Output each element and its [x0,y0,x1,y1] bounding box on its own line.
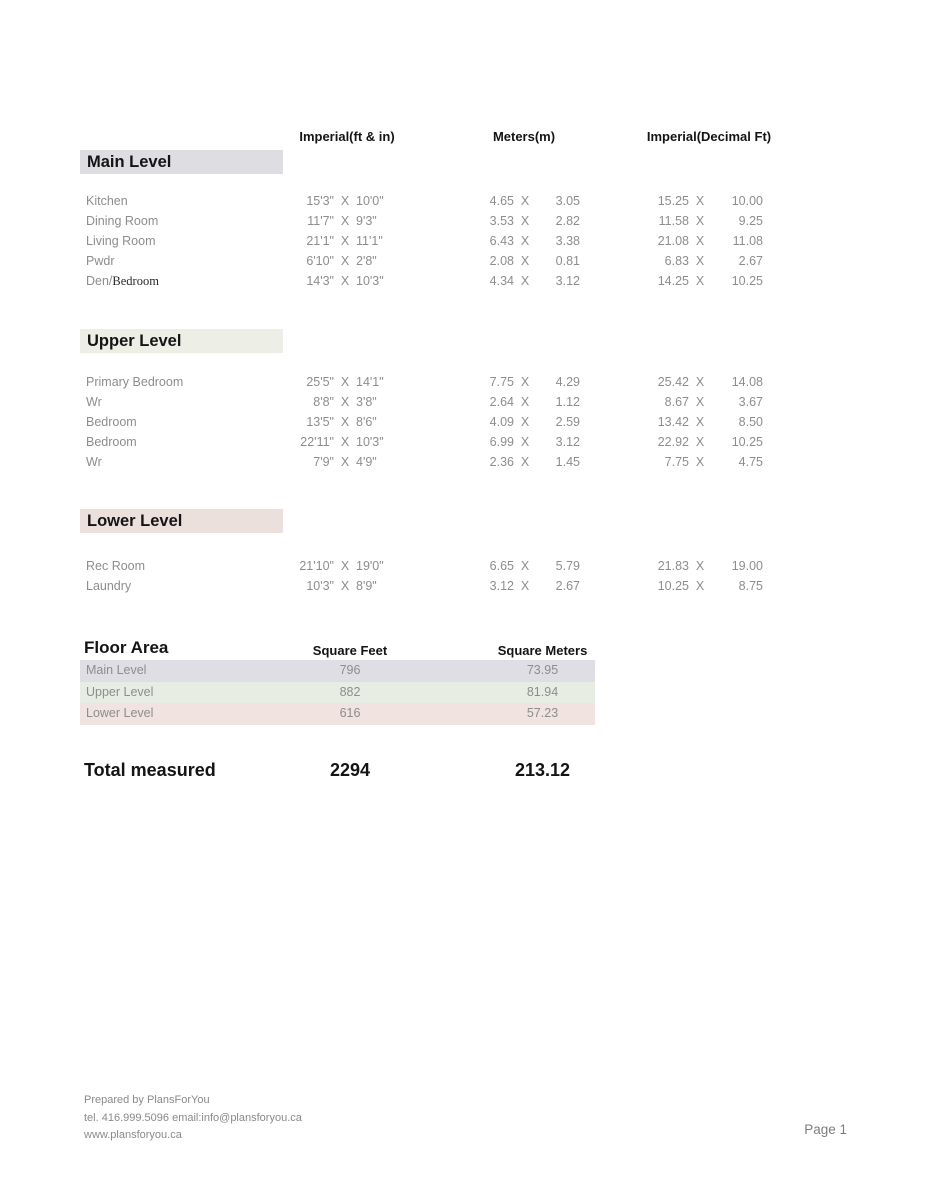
spacer [418,251,468,271]
level-name: Upper Level [86,684,154,699]
x-separator: X [695,214,705,228]
x-separator: X [695,274,705,288]
spacer [418,211,468,231]
x-separator: X [340,214,350,228]
x-separator: X [695,435,705,449]
room-name: Wr [86,395,102,409]
room-row [80,251,763,271]
x-separator: X [340,435,350,449]
spacer [418,452,468,472]
decimal-width: 21.83 [657,559,689,573]
square-feet-value: 882 [339,684,361,699]
total-square-feet: 2294 [329,760,371,780]
imperial-length: 19'0" [356,559,384,573]
meters-length: 3.38 [555,234,580,248]
decimal-length: 11.08 [732,234,763,248]
imperial-width: 15'3" [306,194,334,208]
room-name: Bedroom [86,415,137,429]
room-name: Wr [86,455,102,469]
decimal-width: 25.42 [657,375,689,389]
spacer [580,432,637,452]
page-number: Page 1 [804,1122,847,1137]
room-name: Kitchen [86,194,128,208]
level-name: Main Level [86,663,147,677]
meters-width: 6.65 [489,559,514,573]
x-separator: X [520,455,530,469]
meters-width: 4.09 [489,415,514,429]
meters-length: 5.79 [555,559,580,573]
meters-width: 4.34 [489,274,514,288]
level-name: Lower Level [86,706,154,720]
square-meters-value: 81.94 [526,684,559,699]
imperial-length: 11'1" [356,234,383,248]
decimal-length: 2.67 [738,254,763,268]
room-row [80,271,763,291]
spacer [580,452,637,472]
decimal-width: 14.25 [657,274,689,288]
column-header-decimal: Imperial(Decimal Ft) [646,129,772,144]
decimal-width: 11.58 [658,214,689,228]
decimal-length: 10.25 [731,435,763,449]
section-header-upper-level [80,329,283,353]
room-row [80,211,763,231]
spacer [418,576,468,596]
room-name: Bedroom [86,435,137,449]
x-separator: X [340,559,350,573]
x-separator: X [695,234,705,248]
spacer [418,412,468,432]
room-row [80,432,763,452]
decimal-length: 3.67 [738,395,763,409]
x-separator: X [520,375,530,389]
spacer [418,128,468,146]
x-separator: X [520,234,530,248]
imperial-length: 8'6" [356,415,377,429]
floor-area-row [80,703,595,725]
meters-width: 6.43 [489,234,514,248]
room-row [80,191,763,211]
spacer [580,128,637,146]
meters-length: 2.82 [555,214,580,228]
decimal-width: 22.92 [657,435,689,449]
lower-level-rooms [80,556,763,596]
decimal-length: 8.75 [738,579,763,593]
square-feet-value: 616 [339,706,361,720]
spacer [580,556,637,576]
x-separator: X [520,415,530,429]
meters-width: 4.65 [489,194,514,208]
room-name: Primary Bedroom [86,375,184,389]
meters-length: 0.81 [555,254,580,268]
spacer [395,660,490,682]
imperial-length: 9'3" [356,214,377,228]
decimal-width: 13.42 [657,415,689,429]
section-header-lower-level [80,509,283,533]
imperial-length: 3'8" [356,395,377,409]
column-header-imperial: Imperial(ft & in) [299,129,395,144]
floor-area-row [80,660,595,682]
decimal-width: 21.08 [657,234,689,248]
x-separator: X [520,559,530,573]
spacer [418,271,468,291]
x-separator: X [695,194,705,208]
imperial-width: 25'5" [306,375,334,389]
total-measured-row [80,757,595,783]
meters-length: 2.67 [555,579,580,593]
room-row [80,576,763,596]
imperial-width: 11'7" [307,214,334,228]
x-separator: X [520,194,530,208]
decimal-length: 4.75 [738,455,763,469]
imperial-length: 14'1" [356,375,384,389]
spacer [580,372,637,392]
x-separator: X [340,455,350,469]
decimal-length: 10.25 [731,274,763,288]
meters-length: 3.12 [555,274,580,288]
column-header-meters: Meters(m) [492,129,556,144]
meters-length: 3.12 [555,435,580,449]
decimal-length: 14.08 [731,375,763,389]
room-name: Laundry [86,579,132,593]
imperial-width: 14'3" [306,274,334,288]
decimal-width: 10.25 [657,579,689,593]
footer-prepared-by: Prepared by PlansForYou [84,1094,210,1106]
meters-width: 2.08 [489,254,514,268]
spacer [580,231,637,251]
room-name: Living Room [86,234,156,248]
x-separator: X [340,274,350,288]
imperial-width: 7'9" [313,455,334,469]
x-separator: X [340,375,350,389]
section-title: Upper Level [87,332,182,350]
decimal-width: 8.67 [664,395,689,409]
footer [84,1092,302,1145]
floor-area-header [80,632,595,658]
meters-width: 3.12 [489,579,514,593]
room-row [80,556,763,576]
floor-area-title: Floor Area [84,638,169,657]
imperial-width: 21'10" [299,559,334,573]
meters-length: 4.29 [555,375,580,389]
room-name: Den/Bedroom [86,274,159,288]
imperial-width: 6'10" [306,254,334,268]
imperial-length: 8'9" [356,579,377,593]
room-name: Rec Room [86,559,146,573]
x-separator: X [340,254,350,268]
total-square-meters: 213.12 [514,760,571,780]
section-title: Main Level [87,153,172,171]
x-separator: X [695,559,705,573]
square-feet-value: 796 [339,663,361,677]
spacer [418,392,468,412]
spacer [418,432,468,452]
imperial-width: 22'11" [300,435,334,449]
x-separator: X [695,254,705,268]
x-separator: X [520,435,530,449]
meters-width: 2.36 [489,455,514,469]
spacer [580,251,637,271]
decimal-width: 6.83 [664,254,689,268]
decimal-width: 7.75 [664,455,689,469]
room-row [80,412,763,432]
upper-level-rooms [80,372,763,472]
meters-width: 7.75 [489,375,514,389]
footer-website: www.plansforyou.ca [84,1129,182,1141]
total-label: Total measured [84,760,216,780]
x-separator: X [695,579,705,593]
spacer [580,412,637,432]
room-name: Dining Room [86,214,159,228]
imperial-length: 10'3" [356,274,384,288]
square-meters-value: 73.95 [526,663,559,677]
floor-area-row [80,682,595,704]
room-name-serif: Bedroom [112,274,159,288]
main-level-rooms [80,191,763,291]
imperial-length: 10'3" [356,435,384,449]
imperial-width: 21'1" [306,234,334,248]
footer-contact: tel. 416.999.5096 email:info@plansforyou.ca [84,1111,302,1124]
room-row [80,392,763,412]
imperial-width: 8'8" [313,395,334,409]
spacer [418,556,468,576]
x-separator: X [340,194,350,208]
x-separator: X [340,579,350,593]
x-separator: X [520,274,530,288]
x-separator: X [340,234,350,248]
room-row [80,452,763,472]
x-separator: X [695,455,705,469]
spacer [418,372,468,392]
imperial-length: 10'0" [356,194,384,208]
x-separator: X [520,254,530,268]
spacer [580,271,637,291]
spacer [395,757,490,783]
decimal-length: 9.25 [738,214,763,228]
imperial-length: 2'8" [356,254,377,268]
spacer [395,703,490,725]
spacer [580,576,637,596]
x-separator: X [520,395,530,409]
imperial-width: 10'3" [306,579,334,593]
meters-length: 1.12 [555,395,580,409]
room-row [80,372,763,392]
meters-length: 3.05 [555,194,580,208]
spacer [418,231,468,251]
spacer [580,191,637,211]
room-row [80,231,763,251]
decimal-length: 10.00 [731,194,763,208]
imperial-width: 13'5" [306,415,334,429]
x-separator: X [695,375,705,389]
square-meters-value: 57.23 [526,706,559,720]
x-separator: X [520,579,530,593]
meters-width: 2.64 [489,395,514,409]
x-separator: X [695,395,705,409]
section-title: Lower Level [87,512,183,530]
decimal-length: 19.00 [731,559,763,573]
x-separator: X [340,415,350,429]
unit-column-headers [80,128,772,146]
x-separator: X [520,214,530,228]
spacer [580,392,637,412]
column-header-square-meters: Square Meters [497,643,588,658]
meters-length: 2.59 [555,415,580,429]
x-separator: X [695,415,705,429]
meters-length: 1.45 [555,455,580,469]
meters-width: 6.99 [489,435,514,449]
x-separator: X [340,395,350,409]
column-header-square-feet: Square Feet [312,643,388,658]
meters-width: 3.53 [489,214,514,228]
spacer [395,682,490,704]
spacer [80,128,276,146]
spacer [580,211,637,231]
imperial-length: 4'9" [356,455,377,469]
room-name: Pwdr [86,254,115,268]
spacer [418,191,468,211]
decimal-width: 15.25 [657,194,689,208]
floor-area-table [80,660,595,725]
section-header-main-level [80,150,283,174]
decimal-length: 8.50 [738,415,763,429]
